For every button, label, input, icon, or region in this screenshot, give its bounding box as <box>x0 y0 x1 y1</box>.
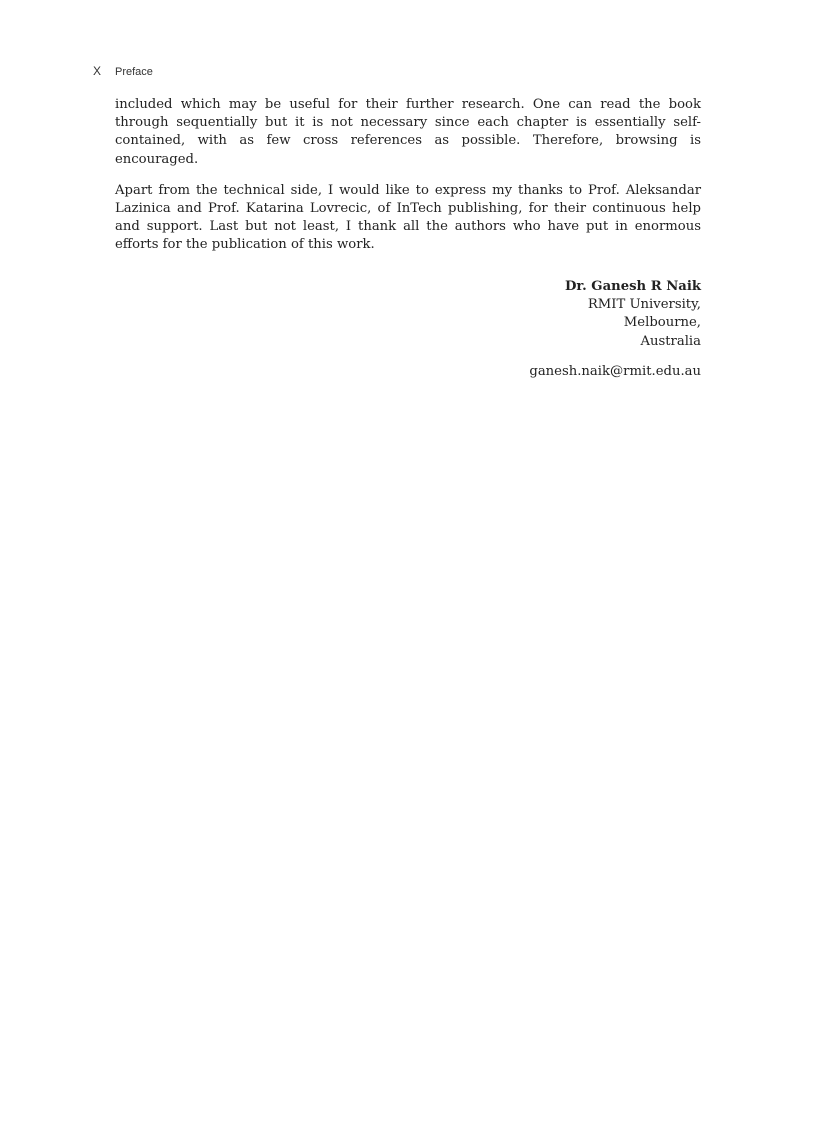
page-number: X <box>93 64 102 78</box>
paragraph-1: included which may be useful for their further research. One can read the book through sequentially but it is not necessary since each chapter is essentially self-contained, with as few cross references as possible. Therefore, browsing is encouraged. <box>115 97 701 167</box>
section-title: Preface <box>115 66 153 78</box>
author-email: ganesh.naik@rmit.edu.au <box>529 363 701 379</box>
body-text <box>115 96 701 268</box>
running-header <box>93 64 153 78</box>
author-country: Australia <box>640 333 701 349</box>
author-name: Dr. Ganesh R Naik <box>564 279 701 294</box>
author-affiliation: RMIT University, <box>587 297 701 313</box>
paragraph-2: Apart from the technical side, I would like to express my thanks to Prof. Aleksandar Lazinica and Prof. Katarina Lovrecic, of InTech publishing, for their continuous help and support. Last but not least, I thank all the authors who have put in enormous efforts for the publication of this work. <box>115 182 701 253</box>
signature-block <box>529 278 701 381</box>
author-city: Melbourne, <box>623 315 701 331</box>
